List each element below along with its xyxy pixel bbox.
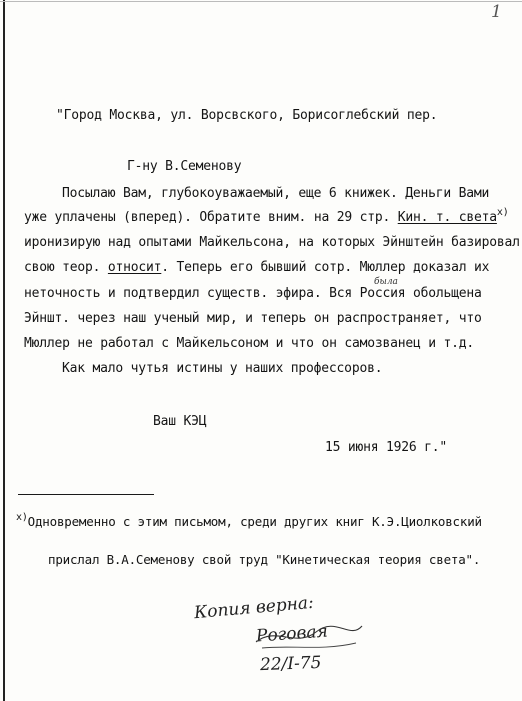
footnote-mark: х) (16, 512, 28, 523)
body-line-4-text-b: . Теперь его бывший сотр. Мюллер доказал их (161, 260, 490, 275)
body-line-6: Эйншт. через наш ученый мир, и теперь он распространяет, что (24, 311, 482, 326)
address-line: "Город Москва, ул. Ворсвского, Борисоглебский пер. (56, 108, 438, 123)
handwritten-insert: была (374, 277, 398, 287)
signature-flourish (252, 618, 367, 654)
body-line-4-text-a: свою теор. (24, 260, 108, 275)
body-line-1: Посылаю Вам, глубокоуважаемый, еще 6 книжек. Деньги Вами (62, 186, 490, 201)
signature-typed: Ваш КЭЦ (153, 414, 207, 429)
body-line-2-text: уже уплачены (вперед). Обратите вним. на 29 стр. (24, 210, 398, 225)
footnote-line-2: прислал В.А.Семенову свой труд "Кинетическая теория света". (48, 552, 481, 567)
underlined-book-ref: Кин. т. света (397, 210, 497, 225)
handwritten-signature: Роговая (255, 621, 329, 647)
body-line-4 (24, 260, 489, 276)
body-line-8: Как мало чутья истины у наших профессоров. (62, 361, 383, 376)
page-edge-line (3, 0, 5, 701)
letter-date: 15 июня 1926 г." (325, 440, 448, 455)
salutation: Г-ну В.Семенову (127, 159, 242, 174)
handwritten-date: 22/I-75 (259, 652, 322, 676)
body-line-2 (24, 207, 509, 227)
page-number: 1 (491, 2, 502, 22)
body-line-5: неточность и подтвердил существ. эфира. Вся Россия обольщена (24, 286, 482, 301)
footnote-divider (18, 494, 154, 495)
footnote-line-1 (16, 514, 482, 532)
underlined-word: относит (107, 260, 162, 275)
page-top-edge (0, 1, 522, 2)
body-line-3: иронизирую над опытами Майкельсона, на которых Эйнштейн базировал (24, 235, 520, 250)
handwritten-certification: Копия верна: (193, 592, 315, 624)
body-line-7: Мюллер не работал с Майкельсоном и что он самозванец и т.д. (24, 336, 474, 351)
footnote-line-1-text: Одновременно с этим письмом, среди других книг К.Э.Циолковский (27, 514, 482, 529)
footnote-ref-mark: х) (496, 207, 509, 218)
